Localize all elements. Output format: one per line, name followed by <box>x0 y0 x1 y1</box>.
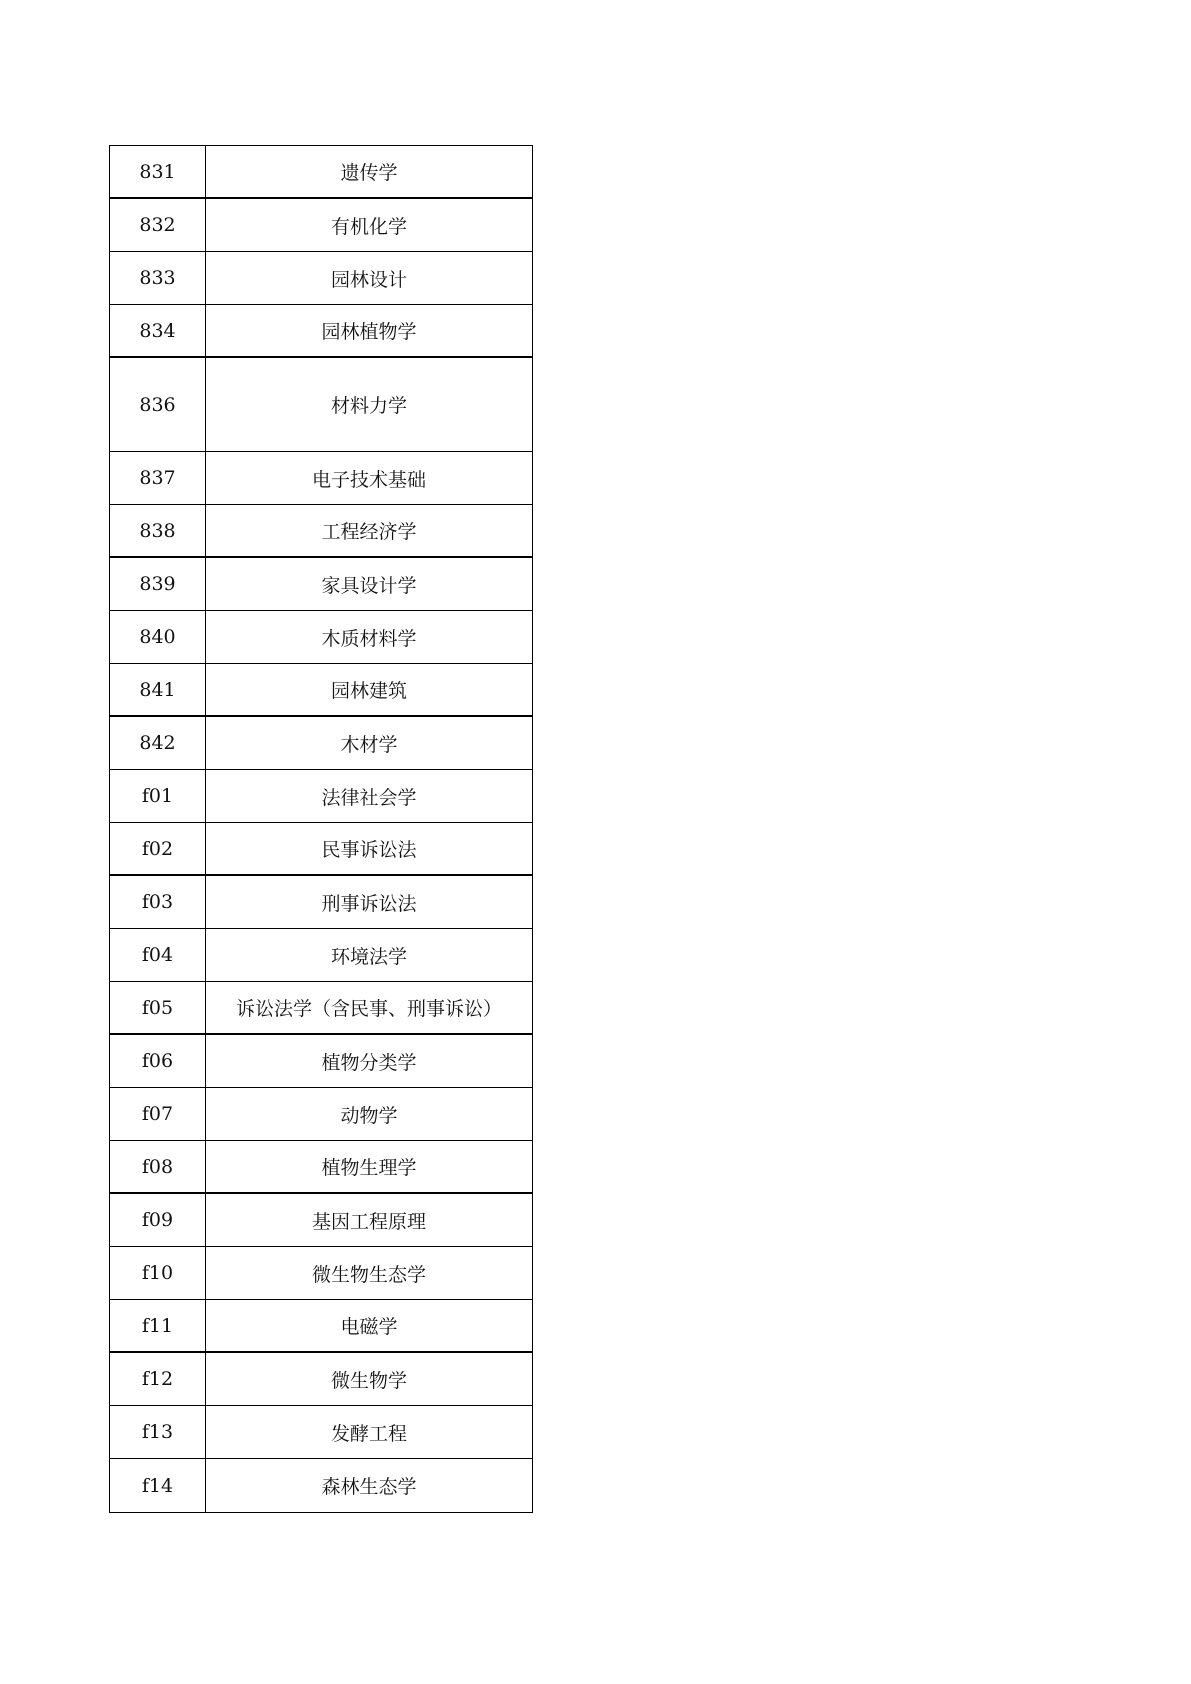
subject-name-cell: 民事诉讼法 <box>321 839 417 861</box>
table-row <box>110 876 532 929</box>
table-row <box>110 199 532 252</box>
table-row <box>110 305 532 358</box>
table-row <box>110 452 532 505</box>
subject-name-cell: 微生物生态学 <box>311 1263 426 1286</box>
subject-name-cell: 电磁学 <box>340 1316 398 1338</box>
subject-name-cell: 园林设计 <box>330 268 407 291</box>
table-row <box>110 1300 532 1353</box>
subject-code-cell: 831 <box>110 146 206 197</box>
subject-name-cell: 木材学 <box>340 733 398 756</box>
table-row <box>110 1247 532 1300</box>
subject-name-cell: 有机化学 <box>330 215 407 238</box>
table-row <box>110 982 532 1035</box>
subject-code-cell: f13 <box>110 1406 206 1458</box>
table-row <box>110 717 532 770</box>
subject-name-cell: 动物学 <box>340 1104 398 1127</box>
table-row <box>110 1353 532 1406</box>
table-row <box>110 929 532 982</box>
subject-name-cell: 工程经济学 <box>321 521 417 543</box>
subject-code-cell: 836 <box>110 358 206 451</box>
subject-name-cell: 环境法学 <box>330 945 407 968</box>
table-row <box>110 358 532 452</box>
subject-code-cell: 834 <box>110 305 206 356</box>
subject-name-cell: 微生物学 <box>330 1369 407 1392</box>
subject-code-cell: f01 <box>110 770 206 822</box>
subject-name-cell: 材料力学 <box>330 395 407 417</box>
table-row <box>110 1406 532 1459</box>
subject-name-cell: 园林植物学 <box>321 321 417 343</box>
subject-name-cell: 诉讼法学（含民事、刑事诉讼） <box>235 998 502 1020</box>
table-row <box>110 823 532 876</box>
subject-name-cell: 刑事诉讼法 <box>321 892 417 915</box>
subject-code-cell: f05 <box>110 982 206 1033</box>
subject-code-cell: 839 <box>110 558 206 610</box>
subject-code-cell: 842 <box>110 717 206 769</box>
subject-name-cell: 发酵工程 <box>330 1422 407 1445</box>
table-row <box>110 1194 532 1247</box>
subject-name-cell: 植物分类学 <box>321 1051 417 1074</box>
subject-name-cell: 植物生理学 <box>321 1157 417 1179</box>
subject-code-cell: 833 <box>110 252 206 304</box>
subject-name-cell: 家具设计学 <box>321 574 417 597</box>
subject-name-cell: 森林生态学 <box>321 1476 417 1498</box>
subject-name-cell: 电子技术基础 <box>311 468 426 491</box>
subject-code-cell: f10 <box>110 1247 206 1299</box>
subject-code-cell: 841 <box>110 664 206 715</box>
table-row <box>110 1088 532 1141</box>
subject-code-cell: f07 <box>110 1088 206 1140</box>
table-row <box>110 1035 532 1088</box>
subject-code-cell: f03 <box>110 876 206 928</box>
subject-name-cell: 木质材料学 <box>321 627 417 650</box>
subject-name-cell: 法律社会学 <box>321 786 417 809</box>
table-row <box>110 1141 532 1194</box>
subject-name-cell: 园林建筑 <box>330 680 407 702</box>
subject-name-cell: 遗传学 <box>340 162 398 184</box>
table-row <box>110 252 532 305</box>
subject-code-cell: f04 <box>110 929 206 981</box>
table-row <box>110 770 532 823</box>
subject-code-cell: f11 <box>110 1300 206 1351</box>
subject-code-cell: f02 <box>110 823 206 874</box>
subject-code-cell: f14 <box>110 1459 206 1512</box>
subject-code-cell: f08 <box>110 1141 206 1192</box>
table-row <box>110 1459 532 1512</box>
subject-name-cell: 基因工程原理 <box>311 1210 426 1233</box>
table-row <box>110 611 532 664</box>
subject-code-cell: 832 <box>110 199 206 251</box>
table-row <box>110 558 532 611</box>
subject-code-cell: f06 <box>110 1035 206 1087</box>
subject-code-cell: 837 <box>110 452 206 504</box>
subject-code-cell: 840 <box>110 611 206 663</box>
subject-code-cell: f09 <box>110 1194 206 1246</box>
subject-code-cell: 838 <box>110 505 206 556</box>
table-row <box>110 146 532 199</box>
table-row <box>110 505 532 558</box>
subject-table <box>109 145 533 1513</box>
table-row <box>110 664 532 717</box>
subject-code-cell: f12 <box>110 1353 206 1405</box>
